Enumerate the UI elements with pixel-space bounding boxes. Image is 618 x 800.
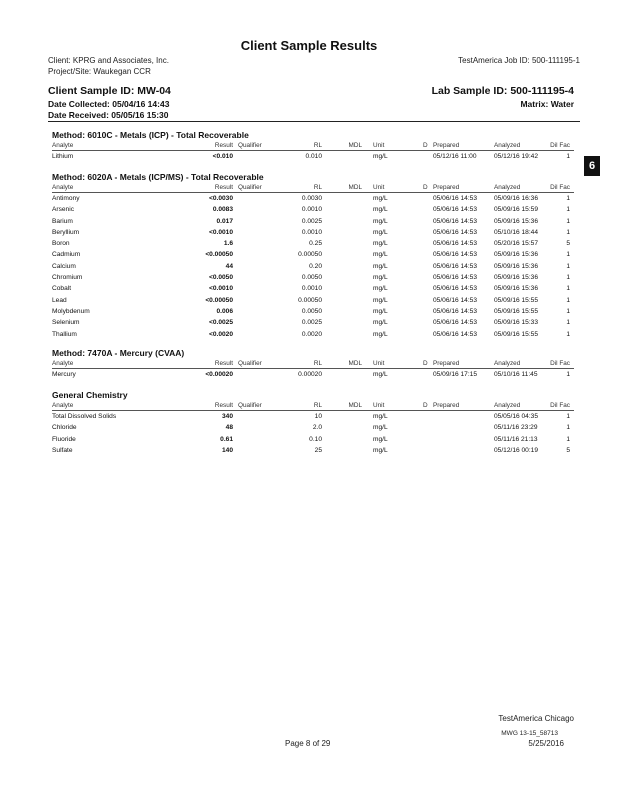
column-header-prepared: Prepared <box>433 184 460 191</box>
table-row <box>52 422 574 433</box>
cell-dil: 1 <box>566 195 570 202</box>
cell-unit: mg/L <box>373 251 388 259</box>
lab-name: TestAmerica Chicago <box>498 714 574 723</box>
cell-result: 0.61 <box>220 435 233 443</box>
cell-rl: 0.00050 <box>298 296 322 304</box>
cell-rl: 0.0050 <box>301 274 322 282</box>
cell-prepared: 05/09/16 17:15 <box>433 371 477 378</box>
cell-dil: 1 <box>566 285 570 293</box>
table-row <box>52 216 574 227</box>
cell-rl: 0.0010 <box>301 285 322 293</box>
cell-dil: 1 <box>566 371 570 378</box>
column-header-rl: RL <box>313 402 322 409</box>
cell-analyzed: 05/09/16 15:36 <box>494 262 538 270</box>
cell-result: <0.0010 <box>208 228 233 236</box>
column-header-analyzed: Analyzed <box>494 142 521 149</box>
cell-prepared: 05/06/16 14:53 <box>433 285 477 293</box>
cell-rl: 0.20 <box>309 262 322 270</box>
page-number: Page 8 of 29 <box>285 739 331 748</box>
table-row <box>52 317 574 328</box>
header-rule <box>48 121 580 122</box>
cell-analyte: Chromium <box>52 274 83 282</box>
column-header-rl: RL <box>313 184 322 191</box>
table-row <box>52 411 574 422</box>
cell-unit: mg/L <box>373 206 388 214</box>
column-header-result: Result <box>214 142 233 149</box>
cell-analyte: Arsenic <box>52 206 74 214</box>
cell-unit: mg/L <box>373 217 388 225</box>
cell-analyte: Beryllium <box>52 228 80 236</box>
cell-analyte: Total Dissolved Solids <box>52 413 117 420</box>
table-row <box>52 151 574 162</box>
cell-analyzed: 05/05/16 04:35 <box>494 413 538 420</box>
cell-analyzed: 05/09/16 15:59 <box>494 206 538 214</box>
cell-prepared: 05/06/16 14:53 <box>433 206 477 214</box>
method-title: General Chemistry <box>52 390 128 400</box>
date-received: Date Received: 05/05/16 15:30 <box>48 110 169 120</box>
page-title: Client Sample Results <box>240 38 378 53</box>
cell-analyzed: 05/09/16 15:36 <box>494 274 538 282</box>
method-title: Method: 6020A - Metals (ICP/MS) - Total Recoverable <box>52 172 264 182</box>
table-row <box>52 283 574 294</box>
lab-sample-id: Lab Sample ID: 500-111195-4 <box>431 85 574 97</box>
cell-analyzed: 05/09/16 16:36 <box>494 195 538 202</box>
cell-analyte: Chloride <box>52 424 77 432</box>
method-section <box>52 172 574 340</box>
cell-result: 140 <box>221 446 233 454</box>
column-header-qualifier: Qualifier <box>238 184 262 191</box>
cell-analyzed: 05/10/16 11:45 <box>494 371 538 378</box>
cell-unit: mg/L <box>373 262 388 270</box>
cell-prepared: 05/06/16 14:53 <box>433 195 477 202</box>
cell-unit: mg/L <box>373 446 388 454</box>
column-header-row <box>52 359 574 369</box>
column-header-qualifier: Qualifier <box>238 360 262 367</box>
column-header-d: D <box>423 402 428 409</box>
cell-result: 48 <box>225 424 233 432</box>
cell-prepared: 05/06/16 14:53 <box>433 319 477 327</box>
table-row <box>52 272 574 283</box>
cell-prepared: 05/06/16 14:53 <box>433 240 477 248</box>
column-header-unit: Unit <box>373 142 385 149</box>
cell-result: 44 <box>225 262 233 270</box>
cell-analyte: Selenium <box>52 319 80 327</box>
cell-unit: mg/L <box>373 228 388 236</box>
project-site: Project/Site: Waukegan CCR <box>48 67 151 76</box>
cell-result: <0.00020 <box>205 371 233 378</box>
cell-rl: 0.25 <box>309 240 322 248</box>
table-row <box>52 261 574 272</box>
cell-unit: mg/L <box>373 413 388 420</box>
cell-unit: mg/L <box>373 424 388 432</box>
cell-analyzed: 05/09/16 15:36 <box>494 285 538 293</box>
section-tab: 6 <box>584 156 600 176</box>
cell-result: 0.017 <box>216 217 233 225</box>
cell-analyzed: 05/10/16 18:44 <box>494 228 538 236</box>
cell-analyzed: 05/09/16 15:55 <box>494 307 538 315</box>
table-row <box>52 445 574 456</box>
cell-analyte: Lead <box>52 296 67 304</box>
column-header-mdl: MDL <box>348 402 362 409</box>
cell-rl: 0.0025 <box>301 217 322 225</box>
cell-result: 0.006 <box>216 307 233 315</box>
cell-rl: 0.0010 <box>301 228 322 236</box>
column-header-dil: Dil Fac <box>550 360 570 367</box>
cell-unit: mg/L <box>373 274 388 282</box>
reference-number: MWG 13-15_58713 <box>501 730 558 737</box>
cell-analyzed: 05/09/16 15:33 <box>494 319 538 327</box>
report-date: 5/25/2016 <box>528 739 564 748</box>
table-row <box>52 369 574 380</box>
cell-result: <0.0050 <box>208 274 233 282</box>
cell-prepared: 05/06/16 14:53 <box>433 296 477 304</box>
cell-unit: mg/L <box>373 285 388 293</box>
column-header-unit: Unit <box>373 402 385 409</box>
column-header-analyzed: Analyzed <box>494 360 521 367</box>
cell-result: <0.010 <box>212 153 233 160</box>
cell-rl: 0.00050 <box>298 251 322 259</box>
cell-dil: 1 <box>566 251 570 259</box>
cell-analyzed: 05/09/16 15:55 <box>494 296 538 304</box>
cell-prepared: 05/06/16 14:53 <box>433 217 477 225</box>
table-row <box>52 227 574 238</box>
cell-analyte: Antimony <box>52 195 80 202</box>
column-header-prepared: Prepared <box>433 360 460 367</box>
column-header-result: Result <box>214 402 233 409</box>
column-header-rl: RL <box>313 360 322 367</box>
column-header-result: Result <box>214 360 233 367</box>
column-header-analyzed: Analyzed <box>494 402 521 409</box>
column-header-prepared: Prepared <box>433 402 460 409</box>
cell-analyzed: 05/09/16 15:55 <box>494 330 538 338</box>
method-title: Method: 6010C - Metals (ICP) - Total Recoverable <box>52 130 249 140</box>
cell-dil: 1 <box>566 330 570 338</box>
column-header-d: D <box>423 142 428 149</box>
column-header-d: D <box>423 184 428 191</box>
cell-analyte: Thallium <box>52 330 77 338</box>
cell-rl: 10 <box>314 413 322 420</box>
cell-rl: 0.0025 <box>301 319 322 327</box>
method-title: Method: 7470A - Mercury (CVAA) <box>52 348 185 358</box>
cell-result: 340 <box>221 413 233 420</box>
column-header-mdl: MDL <box>348 184 362 191</box>
cell-analyzed: 05/09/16 15:36 <box>494 251 538 259</box>
cell-prepared: 05/06/16 14:53 <box>433 251 477 259</box>
cell-analyte: Boron <box>52 240 70 248</box>
cell-unit: mg/L <box>373 435 388 443</box>
cell-dil: 1 <box>566 153 570 160</box>
column-header-analyte: Analyte <box>52 360 74 367</box>
cell-unit: mg/L <box>373 319 388 327</box>
cell-analyte: Sulfate <box>52 446 73 454</box>
column-header-analyzed: Analyzed <box>494 184 521 191</box>
column-header-mdl: MDL <box>348 142 362 149</box>
column-header-analyte: Analyte <box>52 402 74 409</box>
cell-analyzed: 05/12/16 00:19 <box>494 446 538 454</box>
cell-dil: 1 <box>566 274 570 282</box>
cell-dil: 5 <box>566 446 570 454</box>
cell-dil: 1 <box>566 413 570 420</box>
cell-analyzed: 05/20/16 15:57 <box>494 240 538 248</box>
cell-dil: 1 <box>566 262 570 270</box>
cell-dil: 1 <box>566 206 570 214</box>
cell-dil: 1 <box>566 424 570 432</box>
table-row <box>52 238 574 249</box>
cell-rl: 0.10 <box>309 435 322 443</box>
column-header-unit: Unit <box>373 184 385 191</box>
cell-unit: mg/L <box>373 195 388 202</box>
table-row <box>52 329 574 340</box>
column-header-dil: Dil Fac <box>550 142 570 149</box>
column-header-mdl: MDL <box>348 360 362 367</box>
cell-rl: 0.0030 <box>301 195 322 202</box>
cell-analyte: Calcium <box>52 262 76 270</box>
cell-dil: 1 <box>566 296 570 304</box>
table-row <box>52 434 574 445</box>
cell-rl: 2.0 <box>312 424 322 432</box>
cell-result: <0.0030 <box>208 195 233 202</box>
cell-result: <0.00050 <box>205 296 233 304</box>
cell-unit: mg/L <box>373 296 388 304</box>
cell-analyte: Molybdenum <box>52 307 90 315</box>
cell-dil: 1 <box>566 435 570 443</box>
cell-unit: mg/L <box>373 307 388 315</box>
cell-prepared: 05/06/16 14:53 <box>433 274 477 282</box>
cell-dil: 1 <box>566 319 570 327</box>
cell-analyte: Fluoride <box>52 435 76 443</box>
cell-rl: 25 <box>314 446 322 454</box>
cell-rl: 0.010 <box>305 153 322 160</box>
cell-result: 0.0083 <box>212 206 233 214</box>
column-header-rl: RL <box>313 142 322 149</box>
cell-analyte: Cobalt <box>52 285 72 293</box>
cell-rl: 0.0010 <box>301 206 322 214</box>
column-header-prepared: Prepared <box>433 142 460 149</box>
cell-analyte: Lithium <box>52 153 74 160</box>
table-row <box>52 204 574 215</box>
cell-rl: 0.00020 <box>298 371 322 378</box>
method-section <box>52 348 574 380</box>
cell-analyte: Cadmium <box>52 251 81 259</box>
cell-analyte: Mercury <box>52 371 76 378</box>
date-collected: Date Collected: 05/04/16 14:43 <box>48 99 170 109</box>
column-header-row <box>52 141 574 151</box>
client-name: Client: KPRG and Associates, Inc. <box>48 56 169 65</box>
column-header-unit: Unit <box>373 360 385 367</box>
cell-analyzed: 05/11/16 23:29 <box>494 424 538 432</box>
cell-analyzed: 05/11/16 21:13 <box>494 435 538 443</box>
cell-result: 1.6 <box>223 240 233 248</box>
cell-dil: 1 <box>566 217 570 225</box>
cell-rl: 0.0050 <box>301 307 322 315</box>
cell-unit: mg/L <box>373 371 388 378</box>
method-section <box>52 390 574 456</box>
column-header-dil: Dil Fac <box>550 184 570 191</box>
column-header-result: Result <box>214 184 233 191</box>
cell-result: <0.0020 <box>208 330 233 338</box>
column-header-row <box>52 401 574 411</box>
column-header-analyte: Analyte <box>52 142 74 149</box>
column-header-qualifier: Qualifier <box>238 402 262 409</box>
cell-result: <0.0010 <box>208 285 233 293</box>
column-header-qualifier: Qualifier <box>238 142 262 149</box>
cell-analyzed: 05/12/16 19:42 <box>494 153 538 160</box>
job-id: TestAmerica Job ID: 500-111195-1 <box>458 56 580 65</box>
cell-result: <0.00050 <box>205 251 233 259</box>
method-section <box>52 130 574 162</box>
cell-unit: mg/L <box>373 240 388 248</box>
column-header-row <box>52 183 574 193</box>
cell-prepared: 05/06/16 14:53 <box>433 330 477 338</box>
cell-prepared: 05/06/16 14:53 <box>433 262 477 270</box>
cell-analyzed: 05/09/16 15:36 <box>494 217 538 225</box>
cell-dil: 5 <box>566 240 570 248</box>
cell-unit: mg/L <box>373 330 388 338</box>
cell-result: <0.0025 <box>208 319 233 327</box>
column-header-dil: Dil Fac <box>550 402 570 409</box>
cell-prepared: 05/12/16 11:00 <box>433 153 477 160</box>
table-row <box>52 295 574 306</box>
column-header-d: D <box>423 360 428 367</box>
column-header-analyte: Analyte <box>52 184 74 191</box>
cell-dil: 1 <box>566 228 570 236</box>
cell-rl: 0.0020 <box>301 330 322 338</box>
table-row <box>52 306 574 317</box>
cell-unit: mg/L <box>373 153 388 160</box>
table-row <box>52 193 574 204</box>
cell-dil: 1 <box>566 307 570 315</box>
matrix: Matrix: Water <box>520 99 574 109</box>
cell-prepared: 05/06/16 14:53 <box>433 228 477 236</box>
table-row <box>52 249 574 260</box>
cell-prepared: 05/06/16 14:53 <box>433 307 477 315</box>
cell-analyte: Barium <box>52 217 73 225</box>
client-sample-id: Client Sample ID: MW-04 <box>48 85 171 97</box>
